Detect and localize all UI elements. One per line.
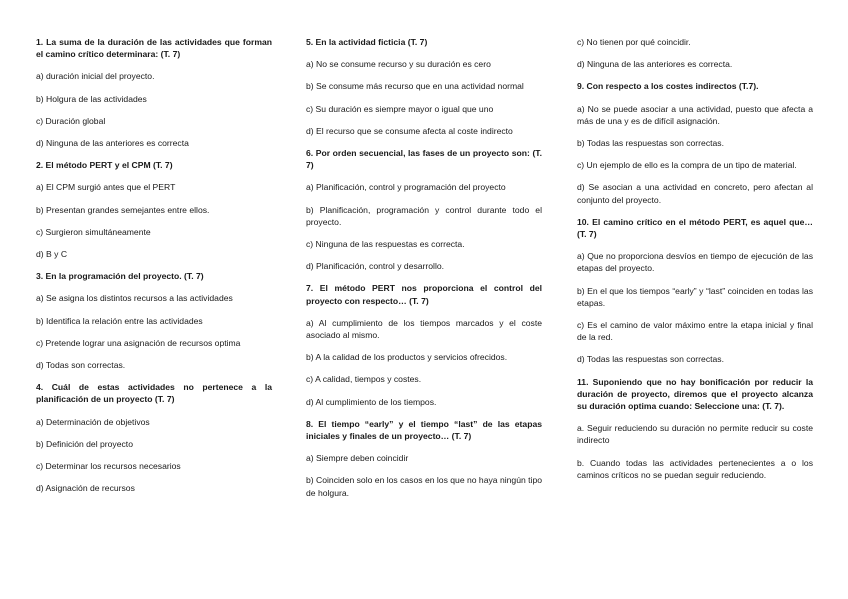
answer-option: d) Ninguna de las anteriores es correcta. (577, 59, 733, 70)
answer-option: c) Es el camino de valor máximo entre la etapa inicial y final de la red. (577, 320, 813, 343)
answer-option: d) Planificación, control y desarrollo. (306, 261, 445, 272)
question-text: 6. Por orden secuencial, las fases de un proyecto son: (T. 7) (306, 148, 542, 171)
answer-option: b) Coinciden solo en los casos en los que no haya ningún tipo de holgura. (306, 475, 543, 498)
answer-option: d) Todas las respuestas son correctas. (577, 354, 724, 365)
answer-option: c) No tienen por qué coincidir. (577, 37, 691, 47)
answer-option: c) Determinar los recursos necesarios (36, 461, 181, 472)
answer-option: b) Planificación, programación y control durante todo el proyecto. (306, 204, 542, 227)
answer-option: c) A calidad, tiempos y costes. (306, 374, 422, 385)
answer-option: b) Se consume más recurso que en una actividad normal (306, 81, 524, 92)
answer-option: a) No se consume recurso y su duración es cero (306, 59, 491, 70)
answer-option: b) Definición del proyecto (36, 438, 133, 449)
answer-option: d) B y C (36, 249, 68, 260)
question-text: 11. Suponiendo que no hay bonificación por reducir la duración de proyecto, diremos que el proyecto alcanza su duración optima cuando: Seleccione una: (T. 7). (577, 376, 813, 412)
answer-option: b. Cuando todas las actividades pertenecientes a o los caminos críticos no se puedan seguir reduciendo. (577, 457, 813, 480)
column-1 (36, 36, 272, 504)
answer-option: b) Presentan grandes semejantes entre ellos. (36, 204, 210, 215)
answer-option: b) A la calidad de los productos y servicios ofrecidos. (306, 352, 508, 363)
question-text: 3. En la programación del proyecto. (T. 7) (36, 271, 204, 282)
answer-option: c) Un ejemplo de ello es la compra de un tipo de material. (577, 160, 797, 171)
answer-option: a) Al cumplimiento de los tiempos marcados y el coste asociado al mismo. (306, 317, 542, 341)
answer-option: c) Su duración es siempre mayor o igual que uno (306, 103, 494, 114)
answer-option: a) No se puede asociar a una actividad, puesto que afecta a más de una y es de difícil asignación. (577, 103, 813, 126)
answer-option: a) duración inicial del proyecto. (36, 71, 155, 82)
answer-option: d) Se asocian a una actividad en concreto, pero afectan al conjunto del proyecto. (577, 182, 813, 205)
answer-option: d) El recurso que se consume afecta al coste indirecto (306, 125, 513, 136)
question-text: 5. En la actividad ficticia (T. 7) (306, 37, 428, 47)
answer-option: a. Seguir reduciendo su duración no permite reducir su coste indirecto (577, 423, 813, 446)
answer-option: a) El CPM surgió antes que el PERT (36, 182, 176, 193)
answer-option: a) Determinación de objetivos (36, 416, 150, 427)
answer-option: c) Pretende lograr una asignación de recursos optima (36, 337, 241, 348)
answer-option: a) Que no proporciona desvíos en tiempo de ejecución de las etapas del proyecto. (577, 251, 813, 274)
answer-option: b) Holgura de las actividades (36, 93, 147, 104)
question-text: 10. El camino crítico en el método PERT, es aquel que… (T. 7) (577, 216, 813, 240)
question-text: 7. El método PERT nos proporciona el control del proyecto con respecto… (T. 7) (306, 283, 542, 306)
question-text: 8. El tiempo “early” y el tiempo “last” de las etapas iniciales y finales de un proyecto… (T. 7) (306, 418, 542, 442)
answer-option: b) Identifica la relación entre las actividades (36, 315, 203, 326)
column-3 (577, 36, 813, 491)
answer-option: c) Duración global (36, 115, 106, 126)
answer-option: b) En el que los tiempos “early” y “last” coinciden en todas las etapas. (577, 285, 813, 308)
answer-option: b) Todas las respuestas son correctas. (577, 138, 724, 149)
answer-option: d) Ninguna de las anteriores es correcta (36, 138, 189, 149)
answer-option: d) Asignación de recursos (36, 483, 135, 494)
answer-option: a) Siempre deben coincidir (306, 453, 409, 464)
question-text: 9. Con respecto a los costes indirectos (T.7). (577, 81, 759, 92)
answer-option: c) Surgieron simultáneamente (36, 226, 151, 237)
column-2 (306, 36, 542, 509)
answer-option: a) Se asigna los distintos recursos a las actividades (36, 293, 233, 304)
question-text: 4. Cuál de estas actividades no pertenece a la planificación de un proyecto (T. 7) (36, 382, 272, 405)
question-text: 1. La suma de la duración de las actividades que forman el camino crítico determinara: (T. 7) (36, 37, 272, 60)
answer-option: c) Ninguna de las respuestas es correcta. (306, 239, 465, 250)
answer-option: a) Planificación, control y programación del proyecto (306, 182, 506, 193)
answer-option: d) Al cumplimiento de los tiempos. (306, 396, 437, 407)
question-text: 2. El método PERT y el CPM (T. 7) (36, 160, 173, 171)
answer-option: d) Todas son correctas. (36, 360, 126, 371)
